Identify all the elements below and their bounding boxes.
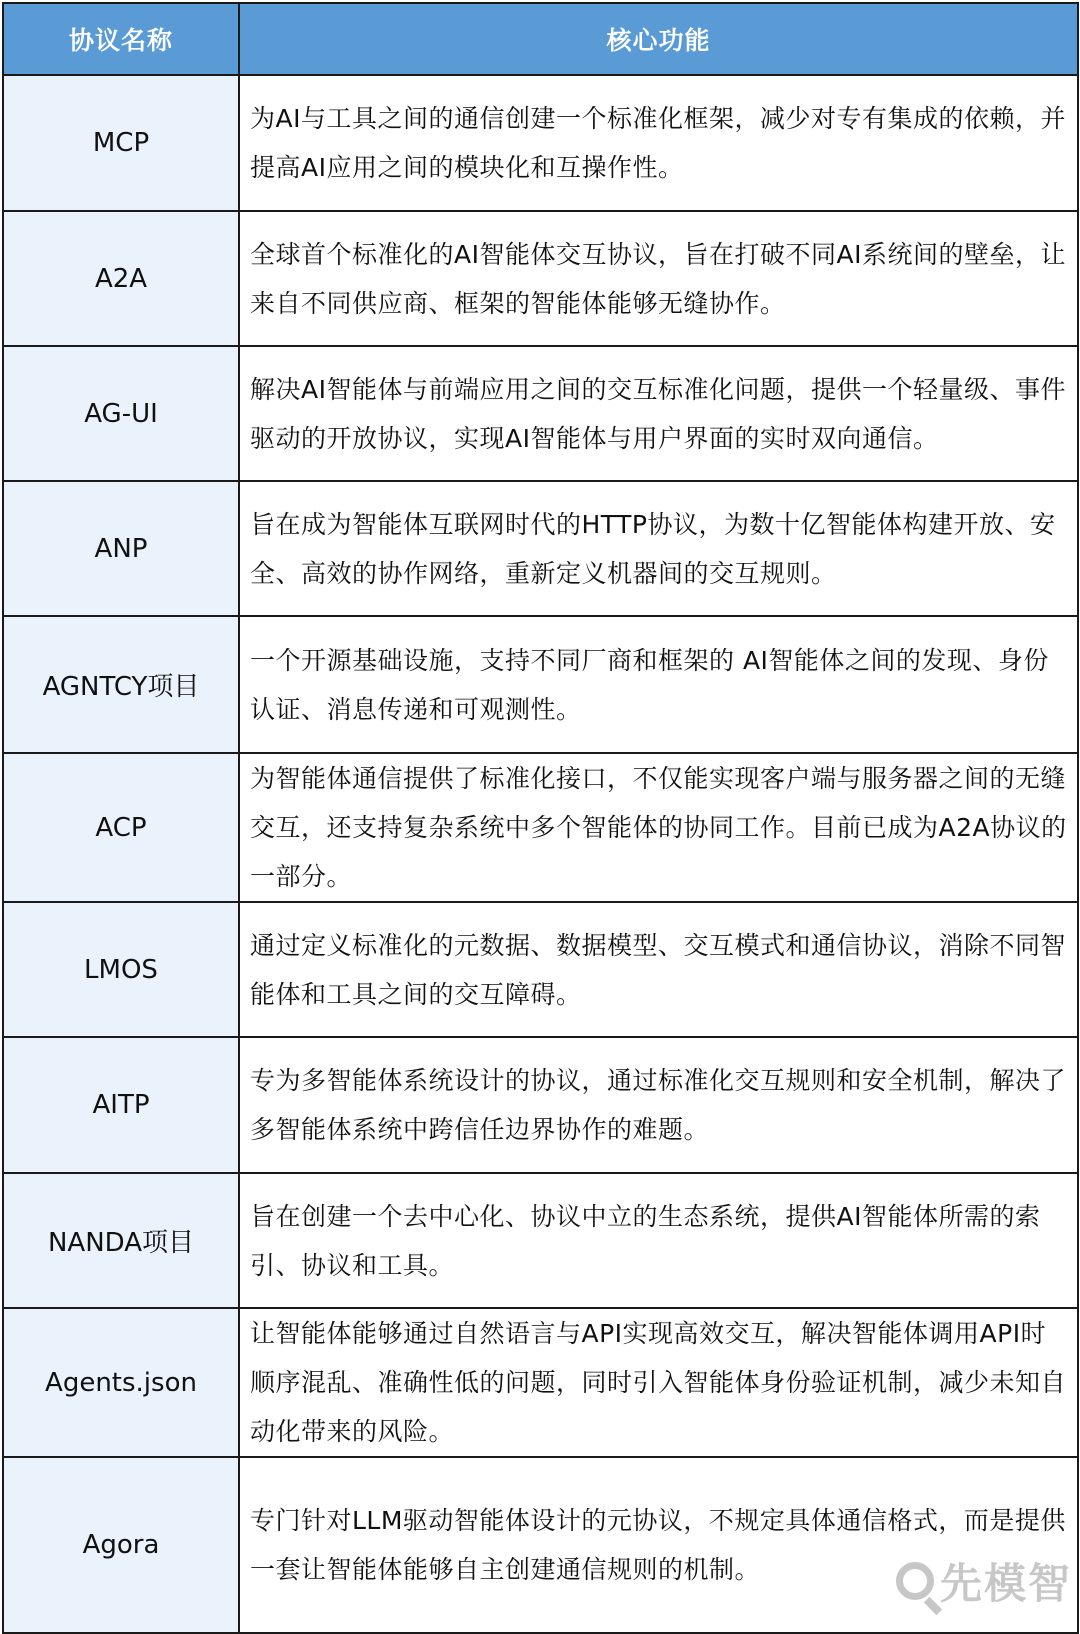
table-row — [3, 753, 1078, 902]
watermark — [896, 1552, 1072, 1610]
protocol-name-cell: LMOS — [3, 902, 239, 1037]
protocol-name-cell: A2A — [3, 211, 239, 346]
table-row — [3, 1173, 1078, 1308]
core-function-cell: 专门针对LLM驱动智能体设计的元协议，不规定具体通信格式，而是提供一套让智能体能够自主创建通信规则的机制。 — [239, 1457, 1078, 1633]
protocol-name-cell: Agora — [3, 1457, 239, 1633]
protocol-name-cell: Agents.json — [3, 1308, 239, 1457]
header-core-function: 核心功能 — [239, 3, 1078, 75]
table-row — [3, 1308, 1078, 1457]
core-function-cell: 为AI与工具之间的通信创建一个标准化框架，减少对专有集成的依赖，并提高AI应用之间的模块化和互操作性。 — [239, 75, 1078, 211]
table-row — [3, 75, 1078, 211]
table-row — [3, 211, 1078, 346]
protocol-name-cell: MCP — [3, 75, 239, 211]
protocol-name-cell: NANDA项目 — [3, 1173, 239, 1308]
core-function-cell: 解决AI智能体与前端应用之间的交互标准化问题，提供一个轻量级、事件驱动的开放协议，实现AI智能体与用户界面的实时双向通信。 — [239, 346, 1078, 481]
header-protocol-name: 协议名称 — [3, 3, 239, 75]
protocol-name-cell: ANP — [3, 481, 239, 616]
table-row — [3, 616, 1078, 753]
protocol-name-cell: AITP — [3, 1037, 239, 1173]
magnifier-icon — [896, 1562, 934, 1600]
core-function-cell: 让智能体能够通过自然语言与API实现高效交互，解决智能体调用API时顺序混乱、准确性低的问题，同时引入智能体身份验证机制，减少未知自动化带来的风险。 — [239, 1308, 1078, 1457]
protocol-table — [2, 2, 1079, 1634]
core-function-cell: 专为多智能体系统设计的协议，通过标准化交互规则和安全机制，解决了多智能体系统中跨信任边界协作的难题。 — [239, 1037, 1078, 1173]
protocol-name-cell: AG-UI — [3, 346, 239, 481]
protocol-name-cell: AGNTCY项目 — [3, 616, 239, 753]
core-function-cell: 通过定义标准化的元数据、数据模型、交互模式和通信协议，消除不同智能体和工具之间的交互障碍。 — [239, 902, 1078, 1037]
core-function-cell: 旨在创建一个去中心化、协议中立的生态系统，提供AI智能体所需的索引、协议和工具。 — [239, 1173, 1078, 1308]
table-header-row — [3, 3, 1078, 75]
table-row — [3, 902, 1078, 1037]
core-function-cell: 全球首个标准化的AI智能体交互协议，旨在打破不同AI系统间的壁垒，让来自不同供应商、框架的智能体能够无缝协作。 — [239, 211, 1078, 346]
core-function-cell: 为智能体通信提供了标准化接口，不仅能实现客户端与服务器之间的无缝交互，还支持复杂系统中多个智能体的协同工作。目前已成为A2A协议的一部分。 — [239, 753, 1078, 902]
protocol-name-cell: ACP — [3, 753, 239, 902]
table-row — [3, 481, 1078, 616]
watermark-text: 先模智 — [939, 1559, 1072, 1608]
core-function-cell: 一个开源基础设施，支持不同厂商和框架的 AI智能体之间的发现、身份认证、消息传递和可观测性。 — [239, 616, 1078, 753]
table-row — [3, 346, 1078, 481]
table-row — [3, 1037, 1078, 1173]
core-function-cell: 旨在成为智能体互联网时代的HTTP协议，为数十亿智能体构建开放、安全、高效的协作网络，重新定义机器间的交互规则。 — [239, 481, 1078, 616]
